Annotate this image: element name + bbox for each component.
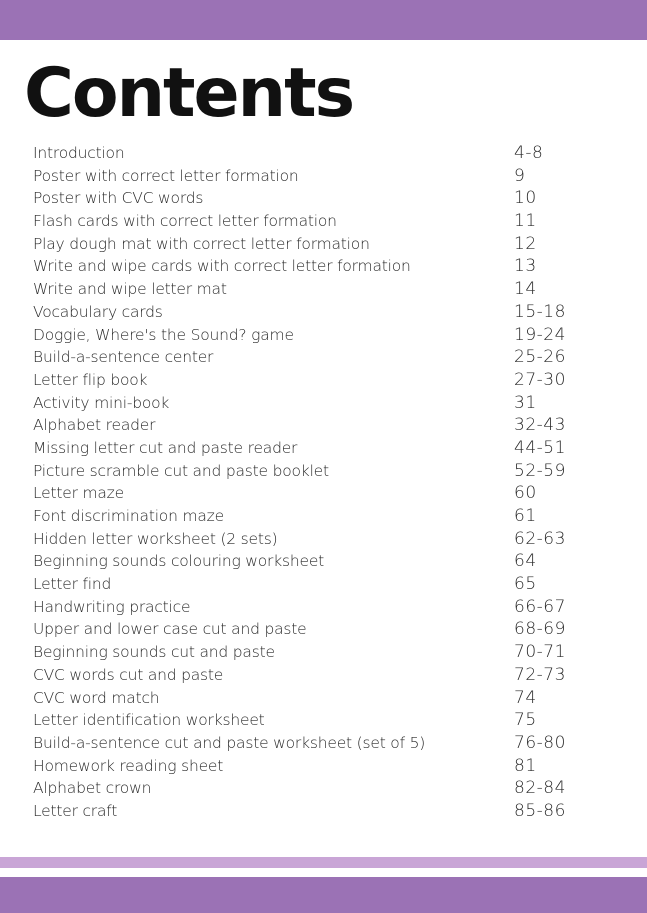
contents-entry bbox=[33, 187, 633, 210]
contents-entry-label: Letter craft bbox=[33, 801, 118, 820]
contents-entry bbox=[33, 800, 633, 823]
contents-entry bbox=[33, 482, 633, 505]
contents-entry-label: Letter maze bbox=[33, 484, 124, 503]
contents-entry-pages: 75 bbox=[514, 710, 537, 731]
contents-entry-pages: 32-43 bbox=[514, 415, 566, 436]
contents-entry-label: Build-a-sentence cut and paste worksheet (set of 5) bbox=[33, 733, 426, 752]
contents-entry-label: Poster with correct letter formation bbox=[33, 166, 299, 185]
contents-entry bbox=[33, 460, 633, 483]
contents-entry bbox=[33, 210, 633, 233]
contents-entry-label: Poster with CVC words bbox=[33, 189, 204, 208]
contents-entry bbox=[33, 528, 633, 551]
contents-entry-label: Letter identification worksheet bbox=[33, 711, 265, 730]
contents-entry-pages: 9 bbox=[514, 165, 526, 186]
contents-entry bbox=[33, 777, 633, 800]
contents-entry-label: Missing letter cut and paste reader bbox=[33, 438, 298, 457]
contents-entry-pages: 65 bbox=[514, 574, 537, 595]
contents-entry bbox=[33, 596, 633, 619]
contents-entry bbox=[33, 324, 633, 347]
contents-entry-label: Picture scramble cut and paste booklet bbox=[33, 461, 329, 480]
contents-entry-pages: 76-80 bbox=[514, 732, 566, 753]
contents-entry-label: Letter flip book bbox=[33, 370, 148, 389]
contents-entry-label: Build-a-sentence center bbox=[33, 348, 214, 367]
contents-entry-pages: 72-73 bbox=[514, 664, 566, 685]
contents-entry-label: Activity mini-book bbox=[33, 393, 170, 412]
contents-entry-pages: 15-18 bbox=[514, 301, 566, 322]
contents-entry bbox=[33, 664, 633, 687]
contents-entry-label: Upper and lower case cut and paste bbox=[33, 620, 307, 639]
contents-entry-pages: 4-8 bbox=[514, 143, 544, 163]
contents-entry-pages: 74 bbox=[514, 687, 537, 708]
contents-entry bbox=[33, 709, 633, 732]
contents-entry-label: Handwriting practice bbox=[33, 597, 191, 616]
contents-entry-label: Write and wipe letter mat bbox=[33, 280, 227, 299]
contents-entry-pages: 52-59 bbox=[514, 460, 566, 481]
contents-entry-label: Beginning sounds cut and paste bbox=[33, 643, 275, 662]
contents-entry-pages: 61 bbox=[514, 506, 537, 526]
contents-entry-label: Flash cards with correct letter formation bbox=[33, 212, 337, 231]
contents-entry bbox=[33, 346, 633, 369]
contents-entry-pages: 85-86 bbox=[514, 800, 566, 821]
contents-entry-pages: 13 bbox=[514, 256, 537, 277]
contents-entry-pages: 60 bbox=[514, 483, 537, 504]
contents-entry-pages: 25-26 bbox=[514, 347, 566, 368]
contents-entry-pages: 64 bbox=[514, 551, 537, 572]
contents-entry-label: Play dough mat with correct letter formation bbox=[33, 234, 370, 253]
contents-entry bbox=[33, 618, 633, 641]
contents-entry bbox=[33, 392, 633, 415]
contents-entry-label: CVC words cut and paste bbox=[33, 665, 224, 684]
page-title: Contents bbox=[24, 54, 354, 133]
contents-entry bbox=[33, 573, 633, 596]
bottom-accent-bar bbox=[0, 877, 647, 913]
contents-entry bbox=[33, 437, 633, 460]
top-accent-bar bbox=[0, 0, 647, 40]
contents-entry-label: Letter find bbox=[33, 575, 112, 594]
contents-entry-pages: 68-69 bbox=[514, 619, 566, 640]
contents-entry-label: CVC word match bbox=[33, 688, 160, 707]
contents-entry bbox=[33, 687, 633, 710]
contents-entry-pages: 10 bbox=[514, 188, 537, 209]
contents-entry-label: Alphabet reader bbox=[33, 416, 156, 435]
contents-entry-label: Hidden letter worksheet (2 sets) bbox=[33, 529, 278, 548]
contents-entry-pages: 81 bbox=[514, 755, 537, 776]
contents-entry-label: Doggie, Where's the Sound? game bbox=[33, 325, 294, 344]
contents-entry bbox=[33, 255, 633, 278]
bottom-accent-stripe bbox=[0, 857, 647, 868]
contents-entry-pages: 14 bbox=[514, 279, 537, 300]
contents-entry bbox=[33, 165, 633, 188]
contents-entry bbox=[33, 369, 633, 392]
contents-entry bbox=[33, 278, 633, 301]
contents-entry bbox=[33, 142, 633, 165]
contents-entry-label: Introduction bbox=[33, 144, 125, 162]
contents-entry-label: Font discrimination maze bbox=[33, 507, 224, 525]
contents-entry-pages: 19-24 bbox=[514, 324, 566, 345]
contents-entry-pages: 70-71 bbox=[514, 642, 566, 663]
contents-entry bbox=[33, 550, 633, 573]
contents-entry-label: Homework reading sheet bbox=[33, 756, 224, 775]
contents-entry bbox=[33, 233, 633, 256]
contents-entry-pages: 27-30 bbox=[514, 369, 566, 390]
contents-entry-pages: 62-63 bbox=[514, 528, 566, 549]
contents-entry-label: Write and wipe cards with correct letter formation bbox=[33, 257, 411, 276]
contents-entry-pages: 31 bbox=[514, 392, 537, 413]
contents-entry bbox=[33, 505, 633, 528]
contents-entry bbox=[33, 301, 633, 324]
contents-entry bbox=[33, 414, 633, 437]
contents-entry bbox=[33, 641, 633, 664]
contents-entry-pages: 11 bbox=[514, 211, 537, 232]
contents-entry bbox=[33, 755, 633, 778]
contents-entry-label: Vocabulary cards bbox=[33, 302, 163, 321]
contents-entry-label: Alphabet crown bbox=[33, 779, 152, 798]
contents-entry-label: Beginning sounds colouring worksheet bbox=[33, 552, 325, 571]
contents-entry bbox=[33, 732, 633, 755]
contents-entry-pages: 44-51 bbox=[514, 437, 566, 458]
contents-list bbox=[33, 142, 633, 823]
contents-entry-pages: 66-67 bbox=[514, 596, 566, 617]
contents-entry-pages: 12 bbox=[514, 233, 537, 254]
contents-entry-pages: 82-84 bbox=[514, 778, 566, 799]
